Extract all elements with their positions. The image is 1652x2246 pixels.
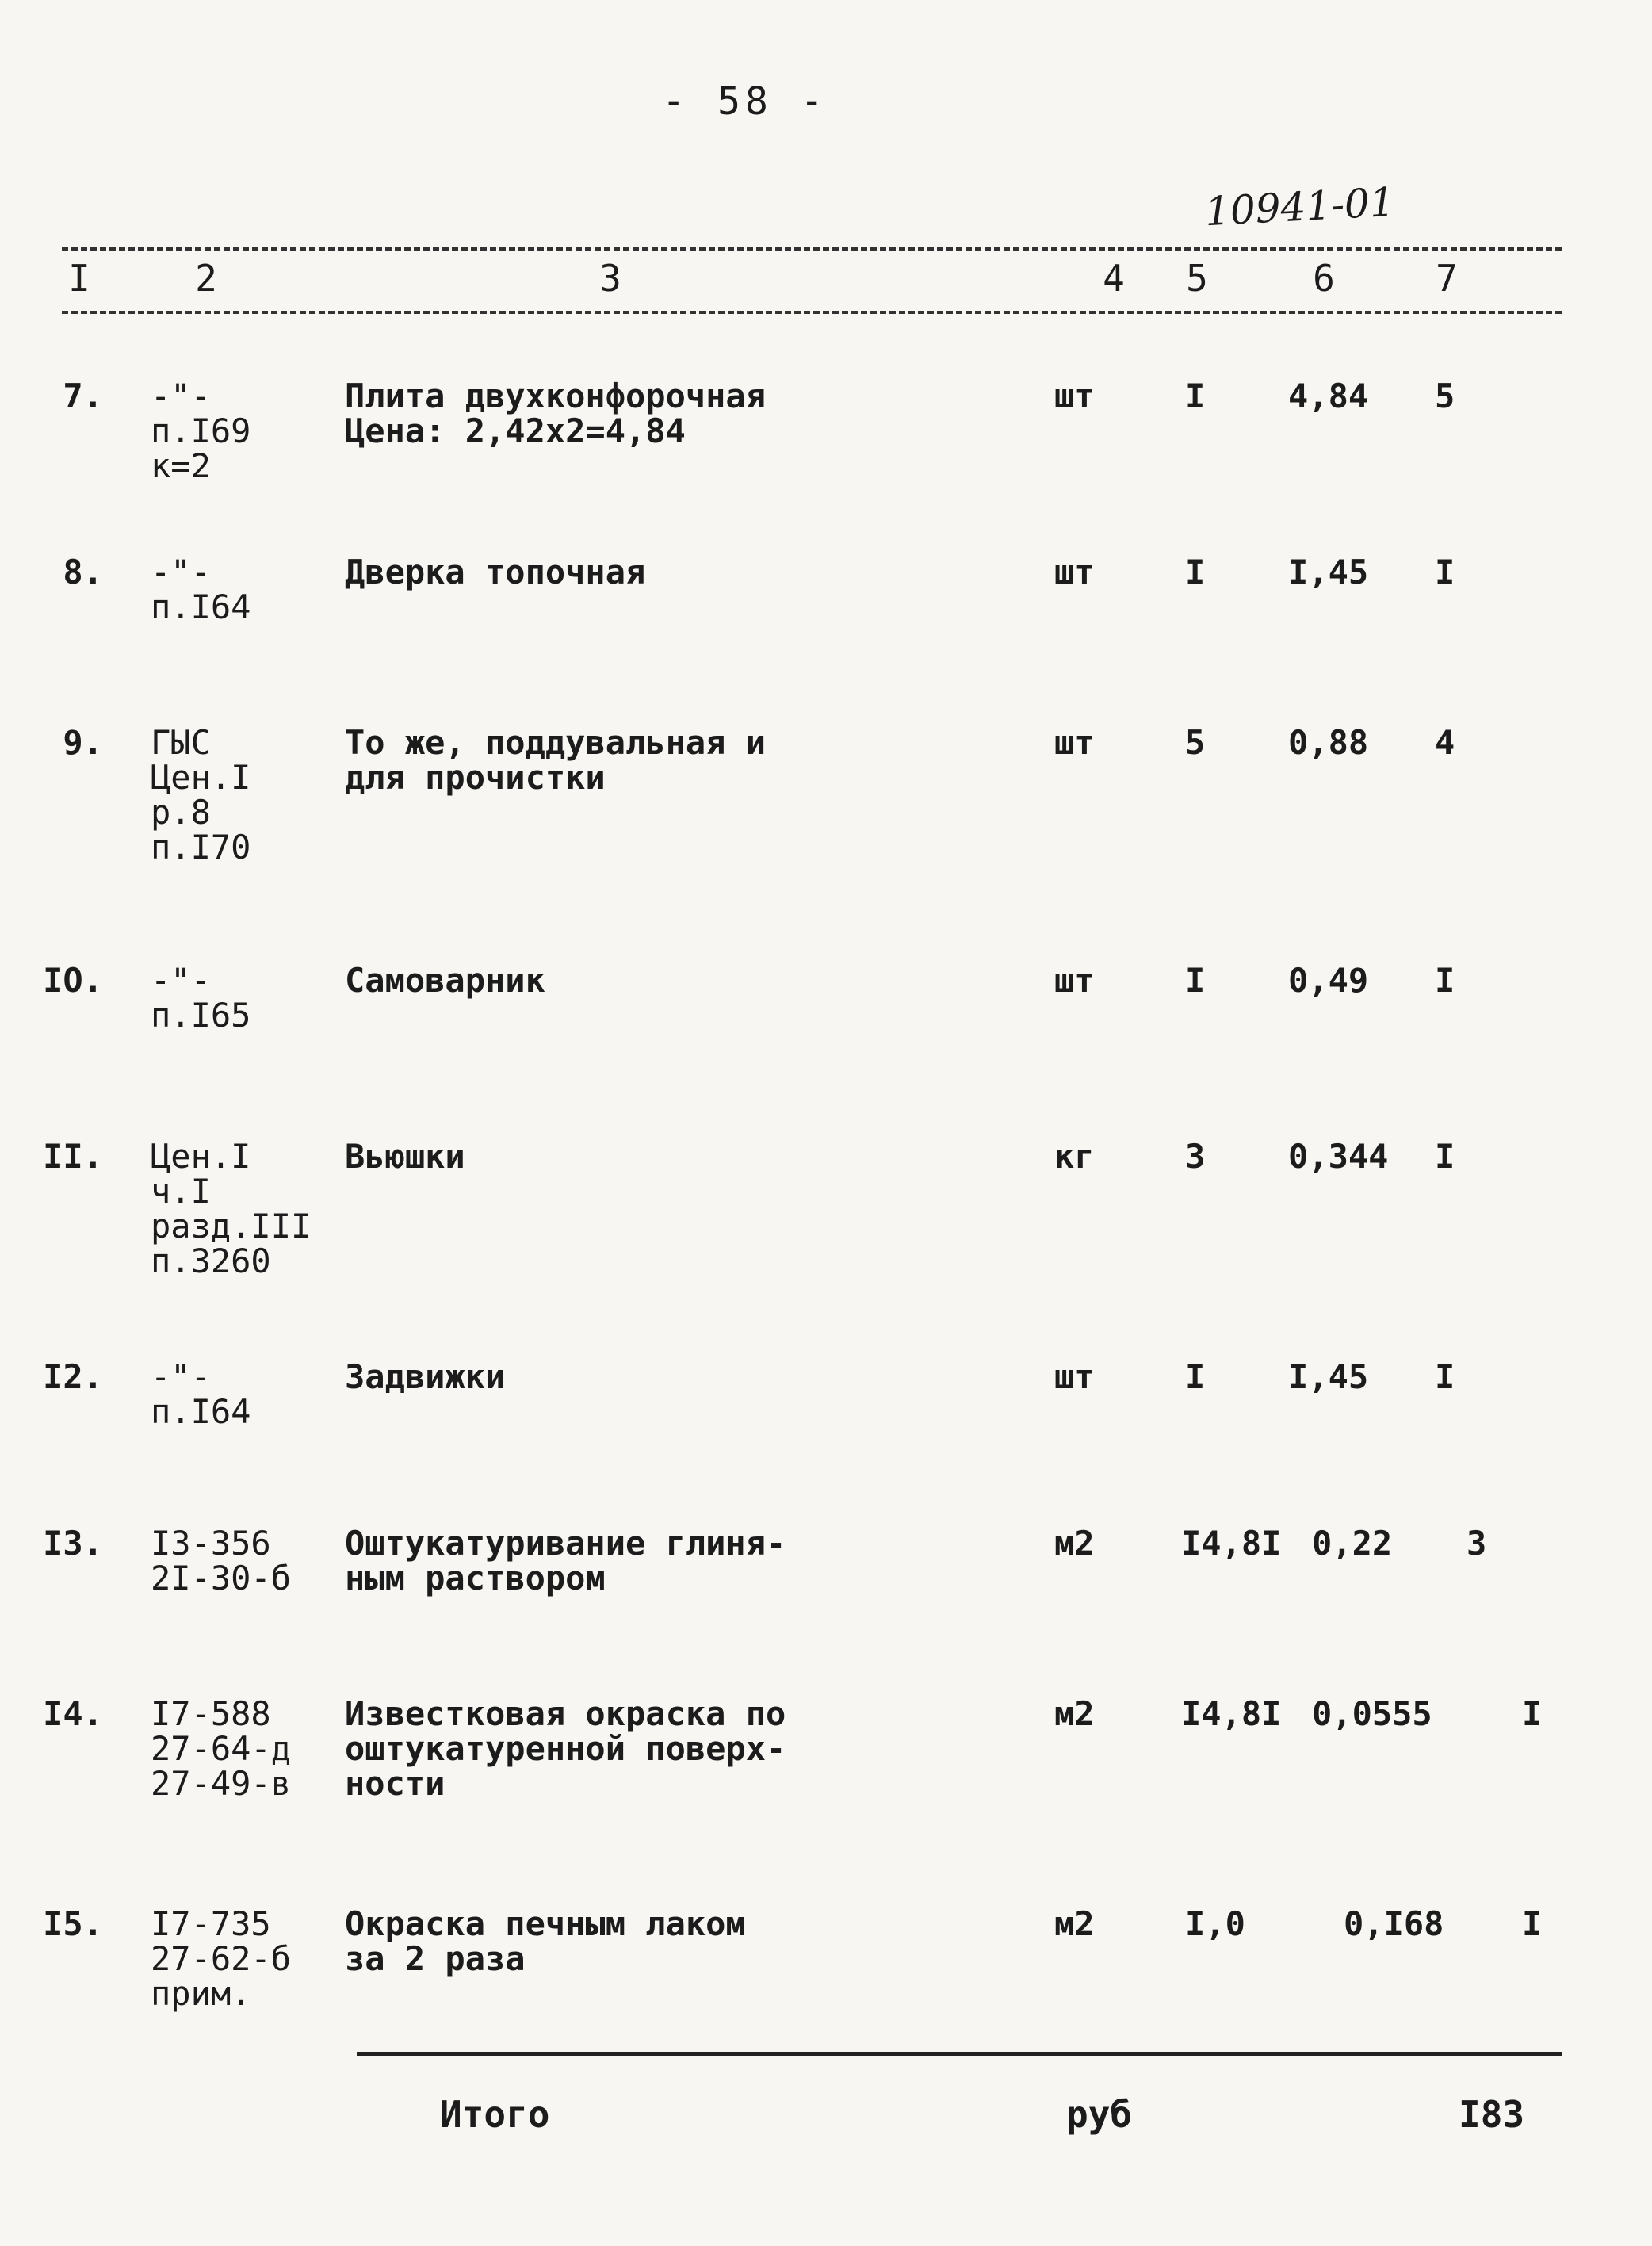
- row-6-total: I: [1435, 1357, 1455, 1396]
- row-4-quantity: I: [1185, 961, 1206, 1000]
- col-header-7: 7: [1436, 257, 1458, 300]
- row-3-price: 0,88: [1288, 723, 1369, 762]
- col-header-2: 2: [195, 257, 217, 300]
- row-3-reference: ГЫС Цен.I р.8 п.I70: [151, 723, 251, 867]
- row-5-reference: Цен.I ч.I разд.III п.3260: [151, 1137, 312, 1280]
- row-3-quantity: 5: [1185, 723, 1206, 762]
- row-3-row-number: 9.: [63, 723, 103, 762]
- row-2-price: I,45: [1288, 553, 1369, 591]
- row-2-row-number: 8.: [63, 553, 103, 591]
- row-8-reference: I7-588 27-64-д 27-49-в: [151, 1694, 292, 1803]
- row-5-total: I: [1435, 1137, 1455, 1176]
- col-header-5: 5: [1186, 257, 1208, 300]
- row-9-total: I: [1522, 1904, 1543, 1943]
- row-9-quantity: I,0: [1185, 1904, 1245, 1943]
- row-2-quantity: I: [1185, 553, 1206, 591]
- row-6-row-number: I2.: [43, 1357, 103, 1396]
- row-5-unit: кг: [1054, 1137, 1095, 1176]
- row-3-total: 4: [1435, 723, 1455, 762]
- row-4-unit: шт: [1054, 961, 1095, 1000]
- row-2-description: Дверка топочная: [345, 553, 646, 591]
- col-header-6: 6: [1313, 257, 1335, 300]
- footer-unit: руб: [1066, 2093, 1133, 2136]
- row-5-description: Вьюшки: [345, 1137, 465, 1176]
- row-9-reference: I7-735 27-62-б прим.: [151, 1904, 292, 2013]
- page-number: - 58 -: [662, 79, 828, 124]
- row-8-quantity: I4,8I: [1181, 1694, 1282, 1733]
- header-top-dashes: [62, 247, 1562, 251]
- row-5-quantity: 3: [1185, 1137, 1206, 1176]
- row-3-unit: шт: [1054, 723, 1095, 762]
- row-7-unit: м2: [1054, 1524, 1095, 1563]
- row-4-description: Самоварник: [345, 961, 545, 1000]
- col-header-1: I: [68, 257, 90, 300]
- total-rule: [357, 2052, 1562, 2056]
- row-1-reference: -"- п.I69 к=2: [151, 377, 251, 485]
- row-9-row-number: I5.: [43, 1904, 103, 1943]
- header-bottom-dashes: [62, 311, 1562, 314]
- row-4-price: 0,49: [1288, 961, 1369, 1000]
- row-3-description: То же, поддувальная и для прочистки: [345, 723, 767, 797]
- document-code: 10941-01: [1203, 178, 1396, 235]
- row-4-total: I: [1435, 961, 1455, 1000]
- row-1-total: 5: [1435, 377, 1455, 415]
- row-6-unit: шт: [1054, 1357, 1095, 1396]
- row-4-row-number: IO.: [43, 961, 103, 1000]
- row-7-row-number: I3.: [43, 1524, 103, 1563]
- col-header-4: 4: [1103, 257, 1125, 300]
- row-6-price: I,45: [1288, 1357, 1369, 1396]
- row-8-total: I: [1522, 1694, 1543, 1733]
- row-1-row-number: 7.: [63, 377, 103, 415]
- row-7-total: 3: [1467, 1524, 1487, 1563]
- row-4-reference: -"- п.I65: [151, 961, 251, 1035]
- row-7-reference: I3-356 2I-30-б: [151, 1524, 292, 1597]
- footer-label: Итого: [440, 2093, 550, 2136]
- row-2-total: I: [1435, 553, 1455, 591]
- row-8-description: Известковая окраска по оштукатуренной поверх- ности: [345, 1694, 786, 1803]
- row-5-price: 0,344: [1288, 1137, 1389, 1176]
- row-1-quantity: I: [1185, 377, 1206, 415]
- row-8-price: 0,0555: [1312, 1694, 1432, 1733]
- row-8-unit: м2: [1054, 1694, 1095, 1733]
- row-6-reference: -"- п.I64: [151, 1357, 251, 1431]
- row-8-row-number: I4.: [43, 1694, 103, 1733]
- row-7-price: 0,22: [1312, 1524, 1393, 1563]
- row-2-unit: шт: [1054, 553, 1095, 591]
- row-1-price: 4,84: [1288, 377, 1369, 415]
- row-1-description: Плита двухконфорочная Цена: 2,42х2=4,84: [345, 377, 767, 450]
- footer-total: I83: [1459, 2093, 1525, 2136]
- row-6-quantity: I: [1185, 1357, 1206, 1396]
- col-header-3: 3: [599, 257, 621, 300]
- row-9-price: 0,I68: [1344, 1904, 1444, 1943]
- row-9-unit: м2: [1054, 1904, 1095, 1943]
- row-2-reference: -"- п.I64: [151, 553, 251, 626]
- row-9-description: Окраска печным лаком за 2 раза: [345, 1904, 746, 1978]
- row-7-description: Оштукатуривание глиня- ным раствором: [345, 1524, 786, 1597]
- row-6-description: Задвижки: [345, 1357, 506, 1396]
- row-7-quantity: I4,8I: [1181, 1524, 1282, 1563]
- row-1-unit: шт: [1054, 377, 1095, 415]
- row-5-row-number: II.: [43, 1137, 103, 1176]
